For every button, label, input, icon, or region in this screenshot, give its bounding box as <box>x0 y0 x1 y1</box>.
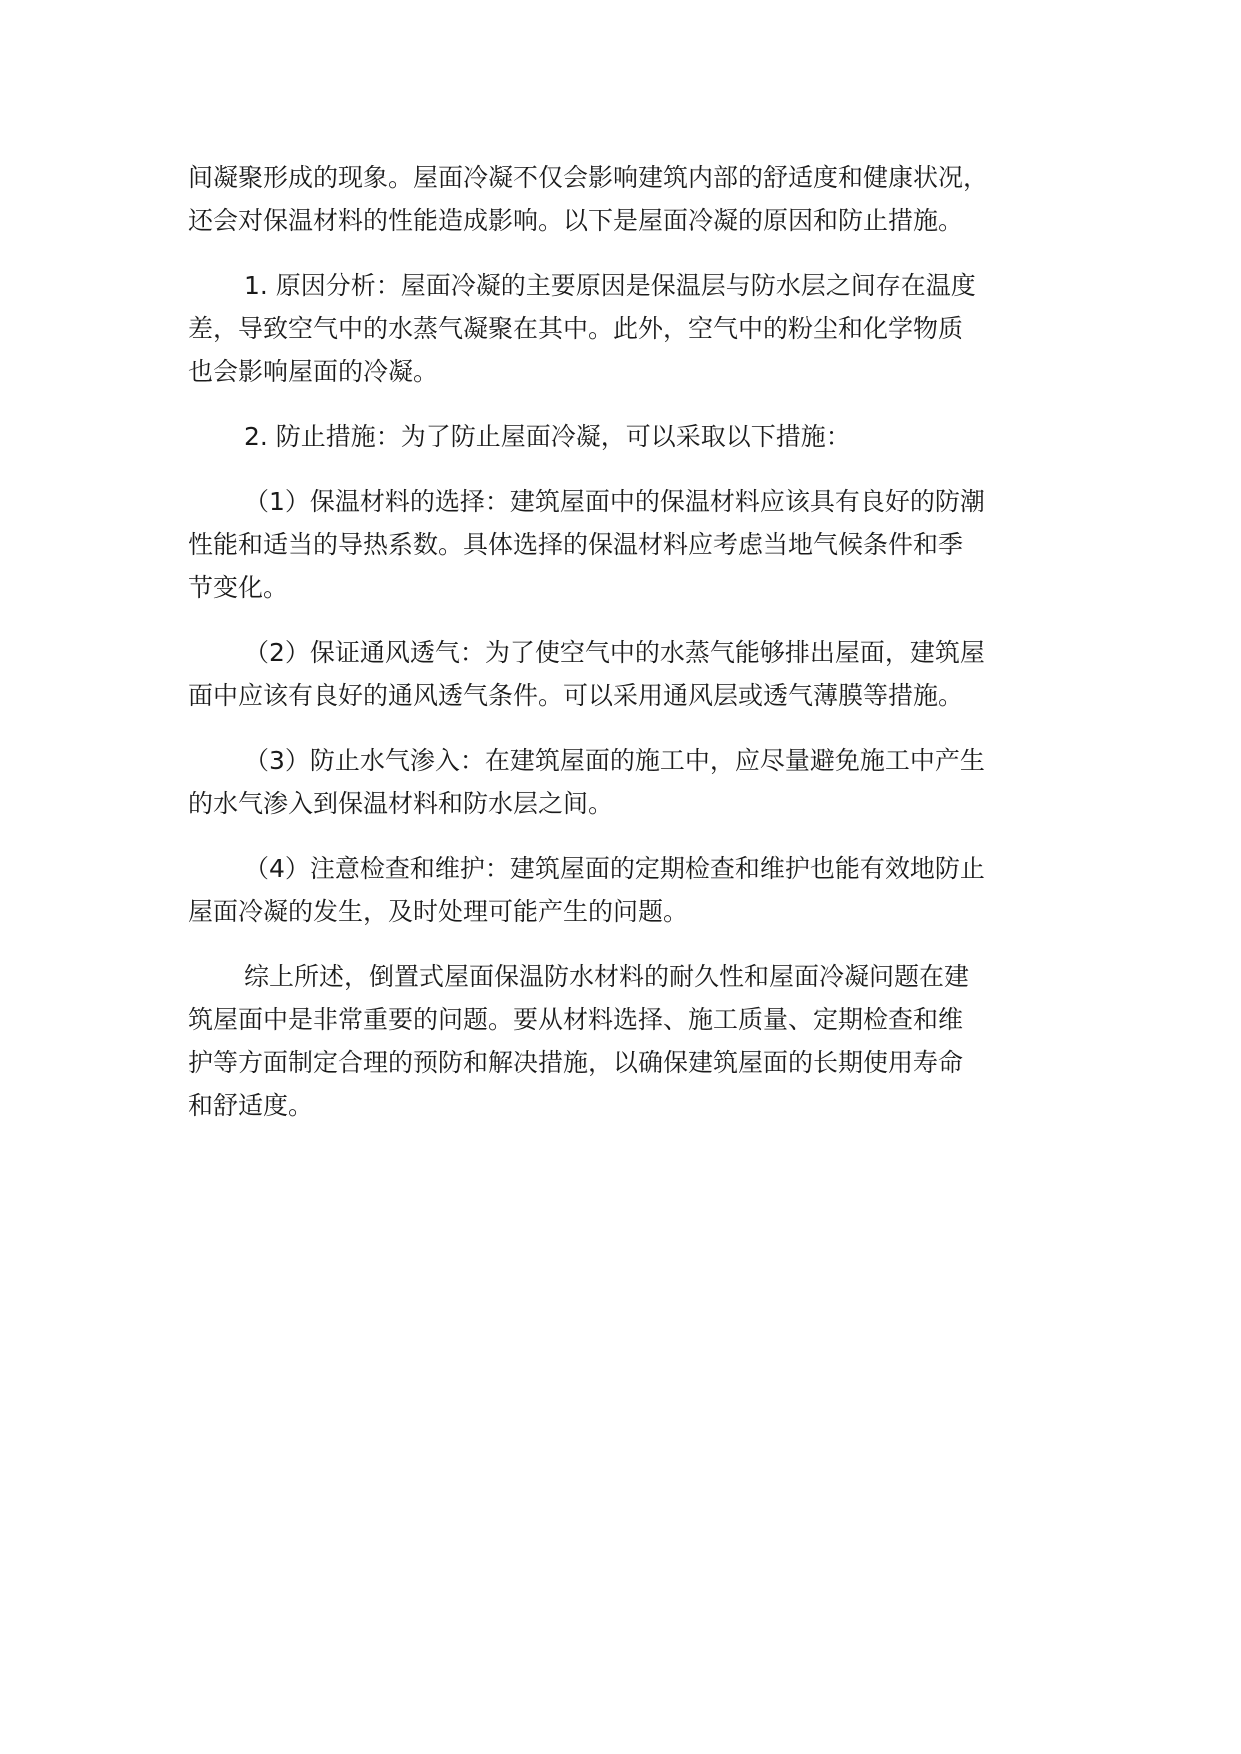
paragraph-line: （2）保证通风透气：为了使空气中的水蒸气能够排出屋面，建筑屋 <box>244 638 985 667</box>
document-body <box>188 156 1088 1149</box>
paragraph-line: （1）保温材料的选择：建筑屋面中的保温材料应该具有良好的防潮 <box>244 487 985 516</box>
paragraph-measure-2 <box>188 631 1088 717</box>
paragraph-line: 节变化。 <box>188 573 289 602</box>
paragraph-cause-analysis <box>188 264 1088 393</box>
paragraph-line: 1. 原因分析：屋面冷凝的主要原因是保温层与防水层之间存在温度 <box>244 271 976 300</box>
paragraph-line: 和舒适度。 <box>188 1091 314 1120</box>
paragraph-measure-4 <box>188 847 1088 933</box>
paragraph-line: （4）注意检查和维护：建筑屋面的定期检查和维护也能有效地防止 <box>244 854 985 883</box>
paragraph-measure-1 <box>188 480 1088 609</box>
paragraph-line: 也会影响屋面的冷凝。 <box>188 357 439 386</box>
paragraph-line: 差，导致空气中的水蒸气凝聚在其中。此外，空气中的粉尘和化学物质 <box>188 314 964 343</box>
paragraph-summary <box>188 955 1088 1127</box>
paragraph-line: 屋面冷凝的发生，及时处理可能产生的问题。 <box>188 897 689 926</box>
paragraph-measure-3 <box>188 739 1088 825</box>
paragraph-line: 护等方面制定合理的预防和解决措施，以确保建筑屋面的长期使用寿命 <box>188 1048 964 1077</box>
paragraph-line: 还会对保温材料的性能造成影响。以下是屋面冷凝的原因和防止措施。 <box>188 206 964 235</box>
paragraph-line: 性能和适当的导热系数。具体选择的保温材料应考虑当地气候条件和季 <box>188 530 964 559</box>
paragraph-line: 筑屋面中是非常重要的问题。要从材料选择、施工质量、定期检查和维 <box>188 1005 964 1034</box>
paragraph-line: 面中应该有良好的通风透气条件。可以采用通风层或透气薄膜等措施。 <box>188 681 964 710</box>
paragraph-line: 2. 防止措施：为了防止屋面冷凝，可以采取以下措施： <box>244 422 851 451</box>
paragraph-line: 的水气渗入到保温材料和防水层之间。 <box>188 789 614 818</box>
paragraph-line: 综上所述，倒置式屋面保温防水材料的耐久性和屋面冷凝问题在建 <box>244 962 970 991</box>
paragraph-line: 间凝聚形成的现象。屋面冷凝不仅会影响建筑内部的舒适度和健康状况， <box>188 163 989 192</box>
paragraph-prevention-heading <box>188 415 1088 458</box>
paragraph-line: （3）防止水气渗入：在建筑屋面的施工中，应尽量避免施工中产生 <box>244 746 985 775</box>
paragraph-condensation-intro <box>188 156 1088 242</box>
